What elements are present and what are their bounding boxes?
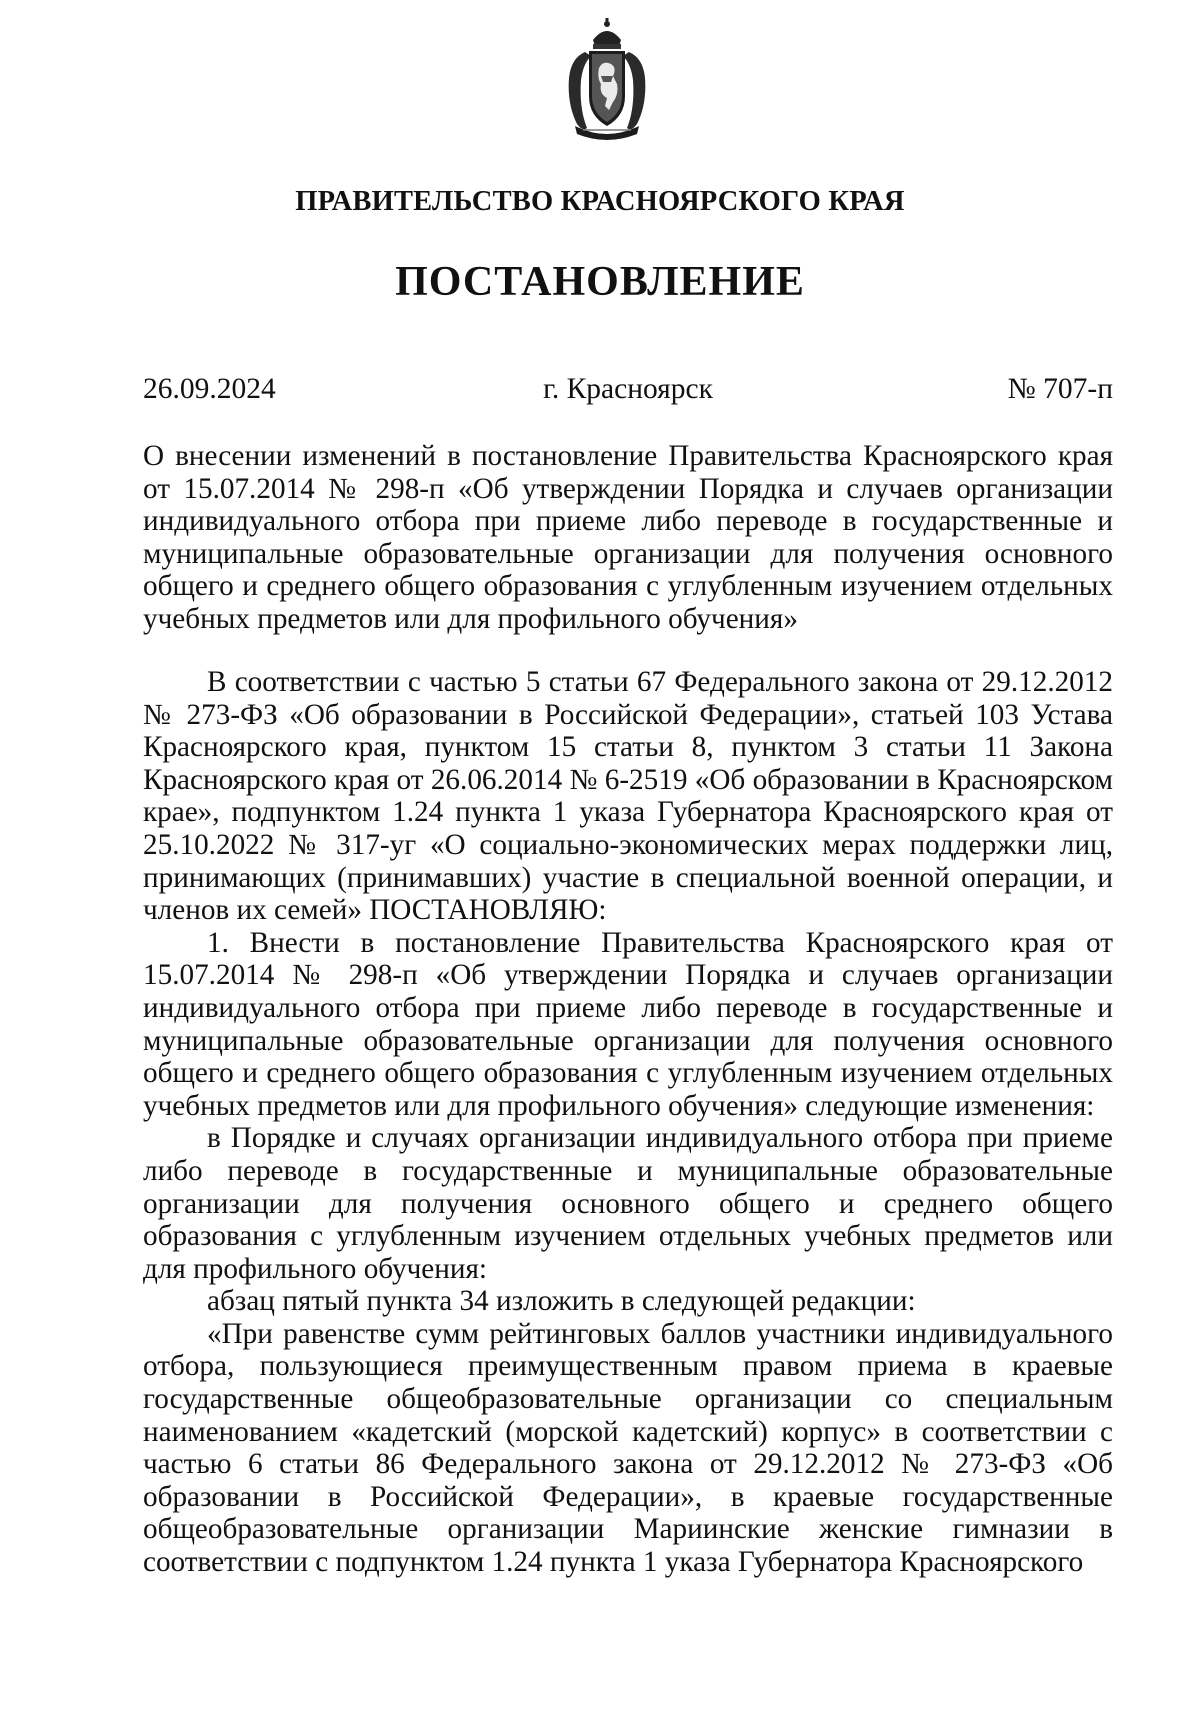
document-number: № 707-п bbox=[1007, 373, 1113, 405]
document-type-title: ПОСТАНОВЛЕНИЕ bbox=[395, 259, 805, 305]
document-subject bbox=[143, 440, 1113, 636]
paragraph-item-1: 1. Внести в постановление Правительства Красноярского края от 15.07.2014 № 298-п «Об утверждении Порядка и случаев организации индивидуального отбора при приеме либо переводе в государственные и муниципальные образовательные организации для получения основного общего и среднего общего образования с углубленным изучением отдельных учебных предметов или для профильного обучения» следующие изменения: bbox=[143, 926, 1113, 1122]
paragraph-changes-intro: в Порядке и случаях организации индивидуального отбора при приеме либо переводе в государственные и муниципальные образовательные организации для получения основного общего и среднего общего образования с углубленным изучением отдельных учебных предметов или для профильного обучения: bbox=[143, 1122, 1113, 1285]
coat-of-arms-icon bbox=[563, 18, 651, 143]
document-date: 26.09.2024 bbox=[143, 373, 276, 405]
subject-text: О внесении изменений в постановление Правительства Красноярского края от 15.07.2014 № 298-п «Об утверждении Порядка и случаев организации индивидуального отбора при приеме либо переводе в государственные и муниципальные образовательные организации для получения основного общего и среднего общего образования с углубленным изучением отдельных учебных предметов или для профильного обучения» bbox=[143, 440, 1113, 635]
document-city: г. Красноярск bbox=[543, 373, 713, 405]
document-body bbox=[143, 666, 1113, 1579]
paragraph-amendment-instruction: абзац пятый пункта 34 изложить в следующей редакции: bbox=[207, 1285, 916, 1318]
paragraph-preamble: В соответствии с частью 5 статьи 67 Федерального закона от 29.12.2012 № 273-ФЗ «Об образовании в Российской Федерации», статьей 103 Устава Красноярского края, пунктом 15 статьи 8, пунктом 3 статьи 11 Закона Красноярского края от 26.06.2014 № 6-2519 «Об образовании в Красноярском крае», подпунктом 1.24 пункта 1 указа Губернатора Красноярского края от 25.10.2022 № 317-уг «О социально-экономических мерах поддержки лиц, принимающих (принимавших) участие в специальной военной операции, и членов их семей» ПОСТАНОВЛЯЮ: bbox=[143, 666, 1113, 927]
paragraph-amendment-text: «При равенстве сумм рейтинговых баллов участники индивидуального отбора, пользующиеся преимущественным правом приема в краевые государственные общеобразовательные организации со специальным наименованием «кадетский (морской кадетский) корпус» в соответствии с частью 6 статьи 86 Федерального закона от 29.12.2012 № 273-ФЗ «Об образовании в Российской Федерации», в краевые государственные общеобразовательные организации Мариинские женские гимназии в соответствии с подпунктом 1.24 пункта 1 указа Губернатора Красноярского bbox=[143, 1317, 1113, 1579]
organization-title: ПРАВИТЕЛЬСТВО КРАСНОЯРСКОГО КРАЯ bbox=[295, 186, 905, 217]
